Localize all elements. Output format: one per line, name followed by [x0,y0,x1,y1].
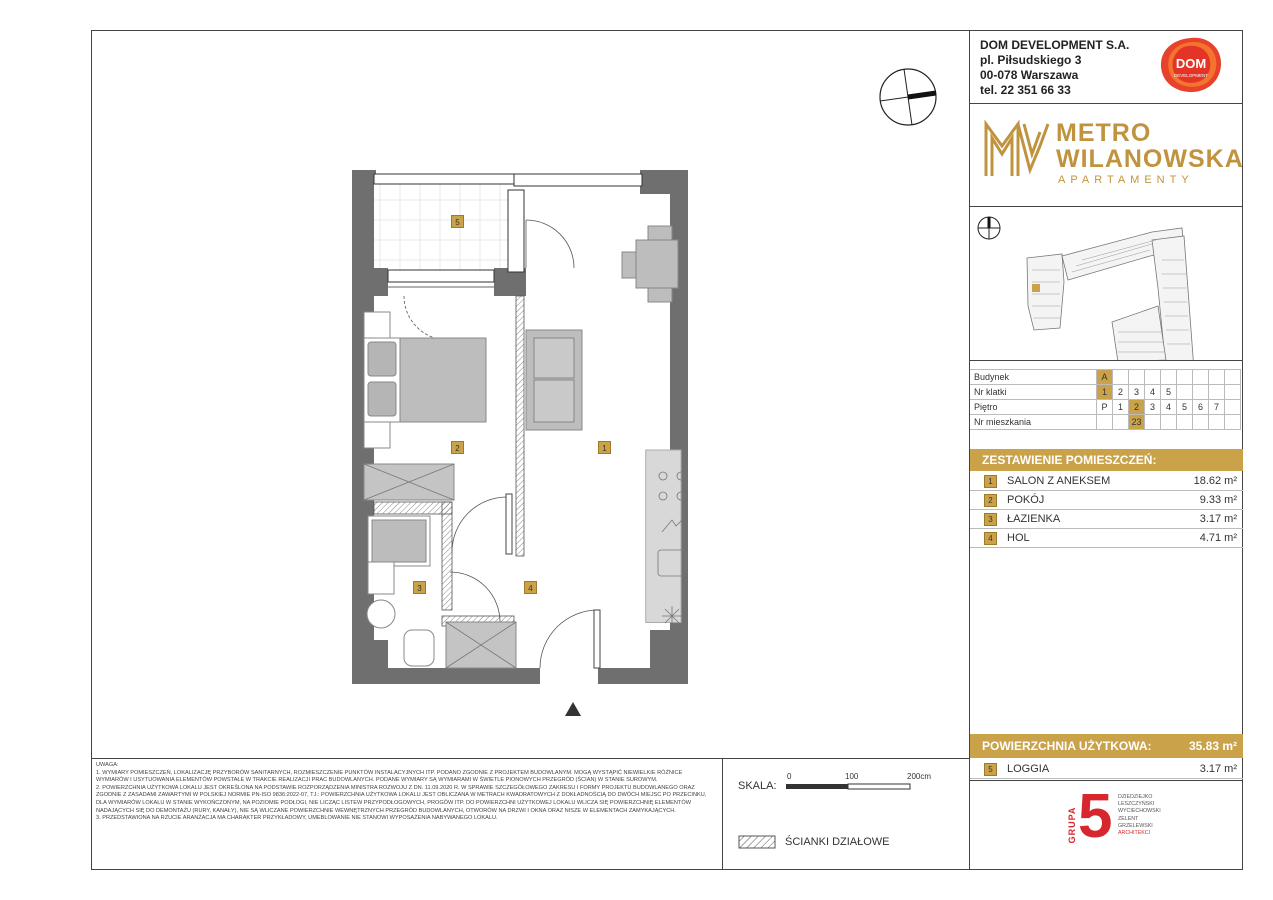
total-area-value: 35.83 m² [1188,739,1237,753]
info-cell [1193,385,1209,400]
info-cell [1145,370,1161,385]
info-cell [1113,370,1129,385]
company-city: 00-078 Warszawa [980,68,1079,82]
key-plan [972,210,1242,360]
room-area: 3.17 m² [1199,513,1237,525]
info-row [970,370,1241,385]
scale-tick-0: 0 [787,772,792,781]
info-cell [1161,370,1177,385]
notes-title: UWAGA: [96,762,119,768]
total-area-label: POWIERZCHNIA UŻYTKOWA: [982,739,1152,753]
grupa-line-6: ARCHITEKCI [1118,830,1151,837]
info-cell [1209,415,1225,430]
info-cell: 2 [1113,385,1129,400]
info-cell: 4 [1145,385,1161,400]
partition-hatch-icon [738,835,776,849]
info-cell [1113,415,1129,430]
compass-icon [876,66,940,130]
company-phone: tel. 22 351 66 33 [980,83,1071,97]
note-3: 3. PRZEDSTAWIONA NA RZUCIE ARANŻACJA MA CHARAKTER PRZYKŁADOWY, UMEBLOWANIE NIE STANOWI WYPOSAŻENIA NABYWANEGO LOKALU. [96,815,498,822]
grupa-line-3: WYCIECHOWSKI [1118,808,1161,815]
info-cell [1161,415,1177,430]
info-cell [1129,370,1145,385]
company-info [980,38,1129,98]
grupa-line-2: LESZCZYŃSKI [1118,801,1155,808]
info-cell [1177,370,1193,385]
info-cell: 5 [1177,400,1193,415]
info-cell: 3 [1145,400,1161,415]
info-cell [1225,370,1241,385]
grupa-digit: 5 [1078,782,1113,851]
room-name: ŁAZIENKA [1007,513,1061,525]
entrance-marker-icon [565,702,581,716]
note-1: 1. WYMIARY POMIESZCZEŃ, LOKALIZACJĘ PRZYBORÓW SANITARNYCH, ROZMIESZCZENIE PUNKTÓW INSTALACYJNYCH ITP. PODANO ZGODNIE Z PROJEKTEM BUDOWLANYM. MOGĄ WYSTĄPIĆ NIEWIELKIE RÓŻNICE WYMIARÓW I USYTUOWANIA ELEMENTÓW POWSTAŁE W TRAKCIE REALIZACJI PRAC BUDOWLANYCH. PODANE WYMIARY SĄ WYMIARAMI W ŚWIETLE PIONOWYCH PRZEGRÓD (ŚCIAN) W STANIE SUROWYM. [96,769,683,784]
room-area: 18.62 m² [1193,475,1237,487]
info-row-label: Budynek [970,370,1097,385]
location-table [970,369,1241,430]
info-row [970,400,1241,415]
room-number: 5 [984,763,997,776]
grupa5-logo [1058,782,1168,860]
info-row-label: Piętro [970,400,1097,415]
info-cell: 3 [1129,385,1145,400]
info-cell: 5 [1161,385,1177,400]
room-badge-5: 5 [451,215,464,228]
room-area: 4.71 m² [1199,532,1237,544]
info-cell [1225,385,1241,400]
room-row [970,491,1243,510]
room-badge-1: 1 [598,441,611,454]
room-number: 2 [984,494,997,507]
info-row [970,415,1241,430]
room-name: POKÓJ [1007,494,1045,506]
room-name: LOGGIA [1007,763,1050,775]
total-area-bar [970,734,1243,758]
info-cell: 7 [1209,400,1225,415]
brand-line3: APARTAMENTY [1058,174,1194,186]
info-cell [1097,415,1113,430]
room-badge-2: 2 [451,441,464,454]
scale-label: SKALA: [738,780,777,792]
info-cell: P [1097,400,1113,415]
company-address: pl. Piłsudskiego 3 [980,53,1082,67]
room-area: 9.33 m² [1199,494,1237,506]
scale-tick-100: 100 [845,772,859,781]
dom-logo-sub: DEVELOPMENT [1173,73,1209,78]
info-cell [1209,370,1225,385]
info-cell [1193,415,1209,430]
room-row-loggia [970,760,1243,779]
key-plan-highlight [1032,284,1040,292]
room-number: 1 [984,475,997,488]
brand-logo [982,116,1244,186]
room-number: 3 [984,513,997,526]
info-row [970,385,1241,400]
company-name: DOM DEVELOPMENT S.A. [980,38,1130,52]
scale-tick-200: 200cm [907,772,932,781]
info-cell [1145,415,1161,430]
info-cell: 4 [1161,400,1177,415]
info-cell: 6 [1193,400,1209,415]
info-cell [1209,385,1225,400]
room-area: 3.17 m² [1199,763,1237,775]
room-row [970,529,1243,548]
info-row-label: Nr klatki [970,385,1097,400]
room-number: 4 [984,532,997,545]
info-cell [1225,400,1241,415]
info-cell: 2 [1129,400,1145,415]
info-cell [1177,415,1193,430]
info-cell: A [1097,370,1113,385]
info-cell: 23 [1129,415,1145,430]
info-cell [1177,385,1193,400]
loggia-floor [373,182,513,272]
grupa-line-4: ZELENT [1118,815,1139,822]
info-cell [1193,370,1209,385]
room-badge-3: 3 [413,581,426,594]
grupa-line-5: GRZELEWSKI [1118,822,1153,829]
room-row [970,510,1243,529]
legend-label: ŚCIANKI DZIAŁOWE [785,836,890,848]
room-name: SALON Z ANEKSEM [1007,475,1111,487]
grupa-word: GRUPA [1067,806,1077,844]
dom-logo-text: DOM [1175,56,1207,71]
brand-line1: METRO [1056,119,1152,147]
dom-development-logo [1158,36,1224,94]
info-cell: 1 [1113,400,1129,415]
info-cell [1225,415,1241,430]
brand-line2: WILANOWSKA [1056,145,1244,173]
notes-block [96,762,716,823]
rooms-heading: ZESTAWIENIE POMIESZCZEŃ: [970,449,1243,471]
scale-bar [786,783,916,791]
info-panel [969,30,1243,870]
brand-mark-icon [982,116,1052,182]
note-2: 2. POWIERZCHNIA UŻYTKOWA LOKALU JEST OKREŚLONA NA PODSTAWIE ROZPORZĄDZENIA MINISTRA ROZWOJU Z DN. 11.09.2020 R. W SPRAWIE SZCZEGÓŁOWEGO ZAKRESU I FORMY PROJEKTU BUDOWLANEGO ORAZ ZGODNIE Z ZASADAMI ZAWARTYMI W POLSKIEJ NORMIE PN-ISO 9836:2022-07, TJ.: POWIERZCHNIA UŻYTKOWA LOKALU JEST OBLICZANA W METRACH KWADRATOWYCH Z DOKŁADNOŚCIĄ DO DWÓCH MIEJSC PO PRZECINKU, DLA WYMIARÓW LOKALU W STANIE WYKOŃCZONYM, NA POZIOMIE PODŁOGI, NIE LICZĄC LISTEW PRZYPODŁOGOWYCH, PROGÓW ITP. DO POWIERZCHNI UŻYTKOWEJ LOKALU WLICZA SIĘ POWIERZCHNIĘ ELEMENTÓW NADAJĄCYCH SIĘ DO DEMONTAŻU (RURY, KANAŁY), NIE SĄ WLICZANE POWIERZCHNIE WEWNĘTRZNYCH PRZEGRÓD BUDOWLANYCH, OTWORÓW NA DRZWI I OKNA ORAZ NISZE W ELEMENTACH ZAMYKAJĄCYCH. [96,784,707,814]
info-cell: 1 [1097,385,1113,400]
room-row [970,472,1243,491]
scale-legend-box [722,758,970,870]
room-badge-4: 4 [524,581,537,594]
info-row-label: Nr mieszkania [970,415,1097,430]
grupa-line-1: DZIEDZIEJKO [1118,794,1153,800]
floor-plan [340,160,710,720]
room-name: HOL [1007,532,1030,544]
